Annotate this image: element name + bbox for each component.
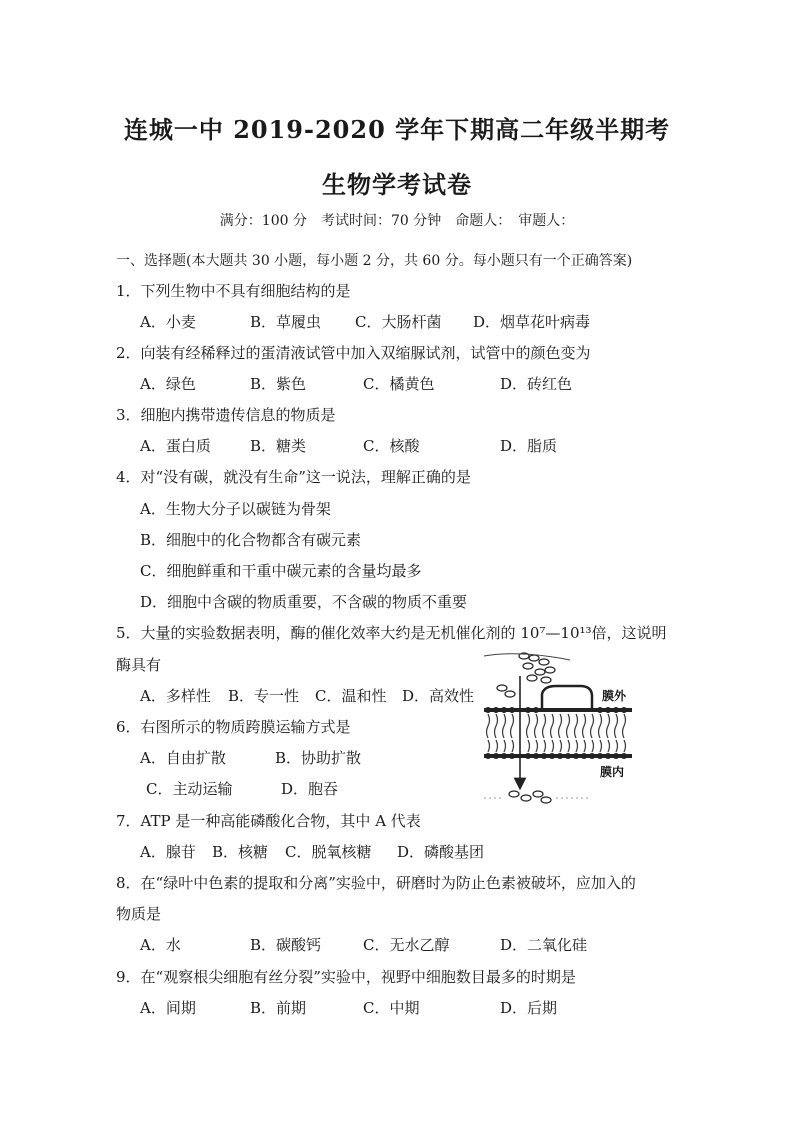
question-7-option-b: B．核糖	[212, 843, 269, 861]
question-8-stem-continued: 物质是	[116, 905, 162, 923]
question-5-stem: 5．大量的实验数据表明，酶的催化效率大约是无机催化剂的 10⁷—10¹³倍，这说明	[116, 624, 667, 642]
label-outside: 膜外	[602, 689, 627, 703]
question-9-stem: 9．在“观察根尖细胞有丝分裂”实验中，视野中细胞数目最多的时期是	[116, 968, 576, 986]
question-7-option-a: A．腺苷	[140, 843, 196, 861]
question-5-option-b: B．专一性	[228, 687, 300, 705]
question-5-option-d: D．高效性	[402, 687, 475, 705]
question-1-option-a: A．小麦	[140, 313, 196, 331]
question-6-option-d: D．胞吞	[281, 780, 339, 798]
question-8-option-c: C．无水乙醇	[363, 936, 450, 954]
question-4-option-d: D．细胞中含碳的物质重要，不含碳的物质不重要	[140, 593, 468, 611]
question-7-option-c: C．脱氧核糖	[285, 843, 372, 861]
question-4-option-c: C．细胞鲜重和干重中碳元素的含量均最多	[140, 562, 422, 580]
question-6-stem: 6．右图所示的物质跨膜运输方式是	[116, 718, 351, 736]
label-inside: 膜内	[600, 765, 625, 779]
question-2-option-c: C．橘黄色	[363, 375, 435, 393]
question-2-option-a: A．绿色	[140, 375, 196, 393]
question-1-option-c: C．大肠杆菌	[355, 313, 442, 331]
question-3-stem: 3．细胞内携带遗传信息的物质是	[116, 406, 336, 424]
membrane-transport-figure	[480, 648, 640, 808]
question-1-stem: 1．下列生物中不具有细胞结构的是	[116, 282, 351, 300]
question-7-stem: 7．ATP 是一种高能磷酸化合物，其中 A 代表	[116, 812, 421, 830]
question-1-option-d: D．烟草花叶病毒	[473, 313, 591, 331]
question-9-option-a: A．间期	[140, 999, 196, 1017]
question-4-option-a: A．生物大分子以碳链为骨架	[140, 500, 331, 518]
question-5-option-a: A．多样性	[140, 687, 211, 705]
section-heading: 一、选择题(本大题共 30 小题，每小题 2 分，共 60 分。每小题只有一个正确答案)	[116, 253, 633, 269]
question-8-stem: 8．在“绿叶中色素的提取和分离”实验中，研磨时为防止色素被破坏，应加入的	[116, 874, 636, 892]
question-2-option-b: B．紫色	[250, 375, 307, 393]
question-3-option-b: B．糖类	[250, 437, 307, 455]
question-8-option-d: D．二氧化硅	[500, 936, 588, 954]
question-8-option-a: A．水	[140, 936, 181, 954]
lipid-bilayer	[484, 707, 632, 759]
question-2-stem: 2．向装有经稀释过的蛋清液试管中加入双缩脲试剂，试管中的颜色变为	[116, 344, 591, 362]
question-2-option-d: D．砖红色	[500, 375, 573, 393]
question-9-option-b: B．前期	[250, 999, 307, 1017]
question-1-option-b: B．草履虫	[250, 313, 322, 331]
question-3-option-c: C．核酸	[363, 437, 420, 455]
question-5-option-c: C．温和性	[315, 687, 387, 705]
exam-title: 连城一中 2019-2020 学年下期高二年级半期考	[123, 115, 671, 144]
exam-meta: 满分：100 分 考试时间：70 分钟 命题人： 审题人：	[219, 213, 575, 229]
question-3-option-d: D．脂质	[500, 437, 558, 455]
question-5-stem-continued: 酶具有	[116, 656, 162, 674]
question-9-option-d: D．后期	[500, 999, 558, 1017]
question-8-option-b: B．碳酸钙	[250, 936, 322, 954]
question-3-option-a: A．蛋白质	[140, 437, 211, 455]
question-4-option-b: B．细胞中的化合物都含有碳元素	[140, 531, 362, 549]
question-6-option-a: A．自由扩散	[140, 749, 226, 767]
solute-molecules-inside	[509, 791, 551, 803]
question-9-option-c: C．中期	[363, 999, 420, 1017]
question-6-option-b: B．协助扩散	[275, 749, 362, 767]
carrier-protein	[542, 686, 592, 708]
question-4-stem: 4．对“没有碳，就没有生命”这一说法，理解正确的是	[116, 468, 471, 486]
exam-subtitle: 生物学考试卷	[322, 170, 472, 199]
question-6-option-c: C．主动运输	[146, 780, 233, 798]
question-7-option-d: D．磷酸基团	[397, 843, 485, 861]
